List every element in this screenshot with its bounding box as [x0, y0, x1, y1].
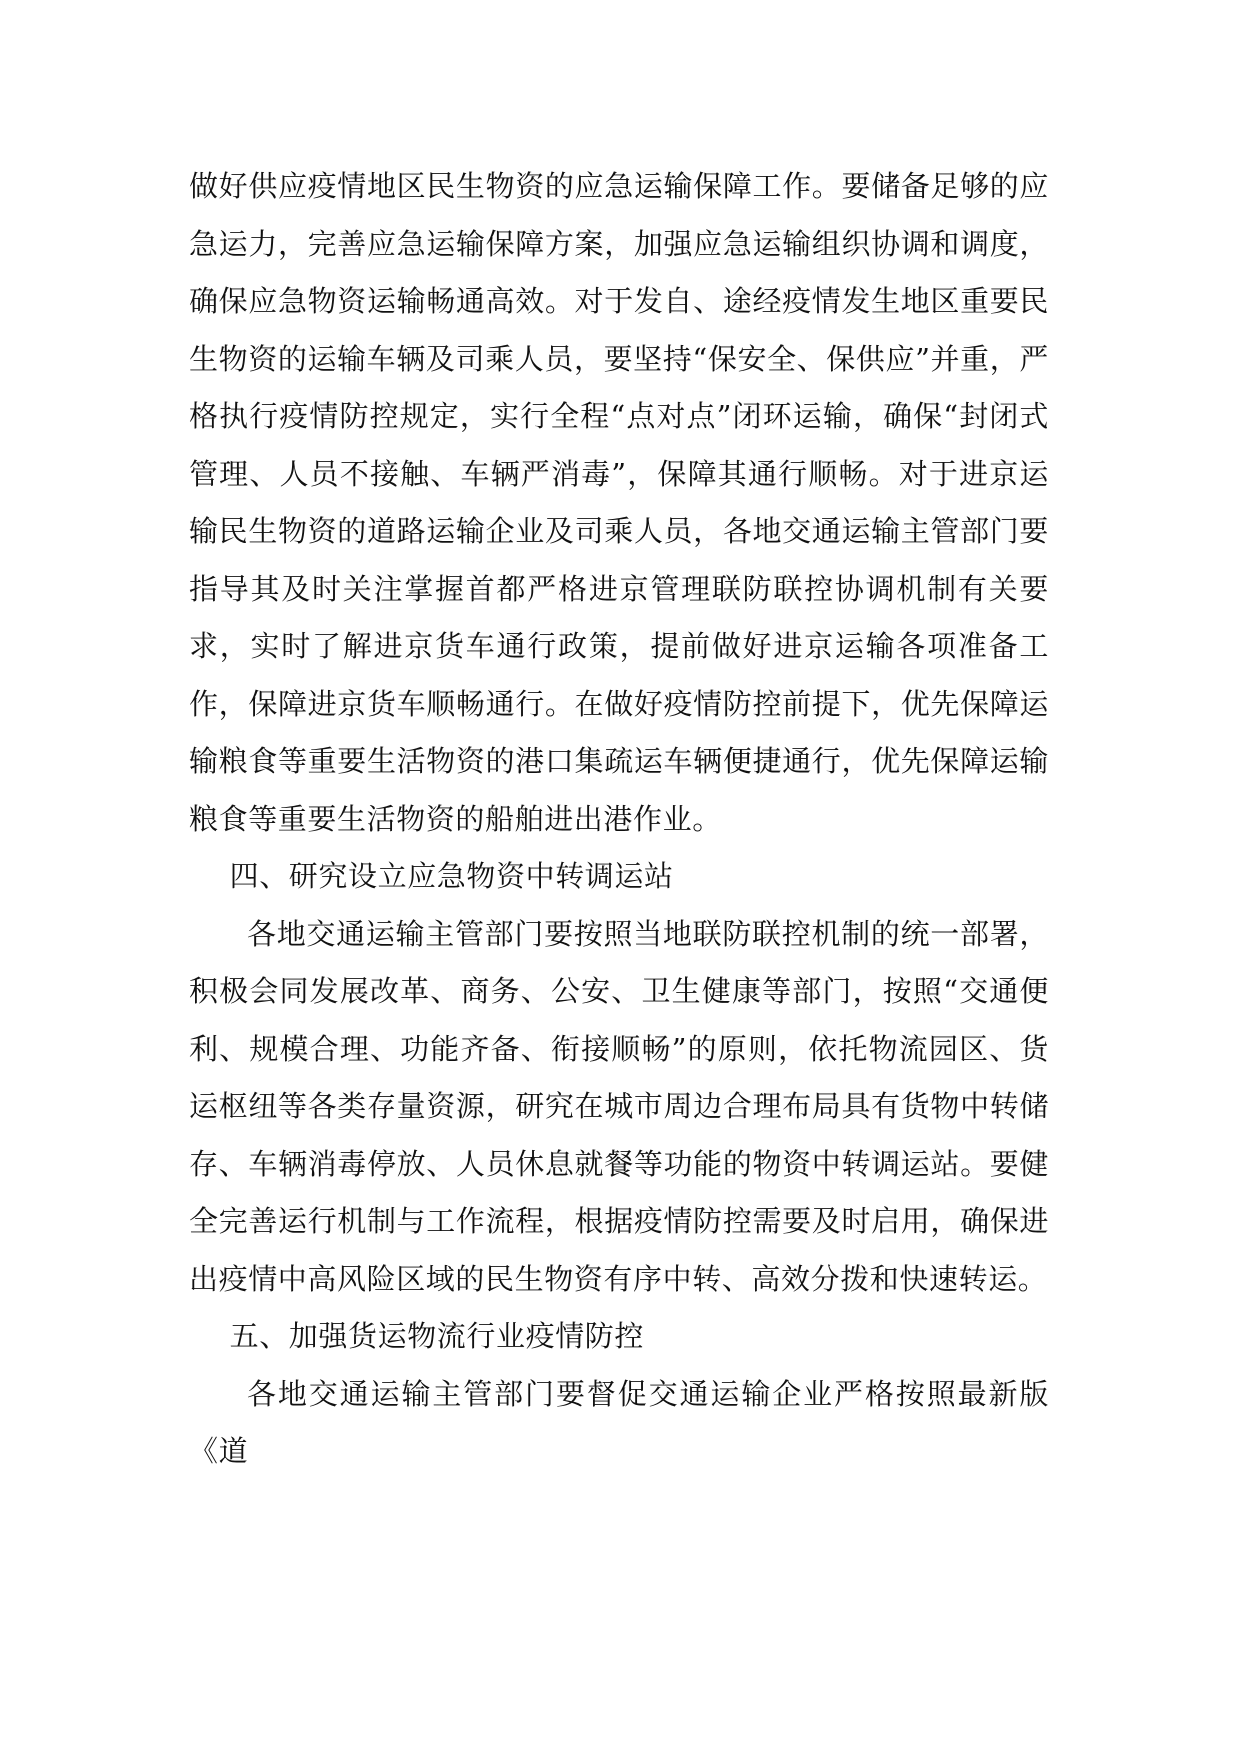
document-body	[189, 158, 1049, 1481]
section-heading-5: 五、加强货运物流行业疫情防控	[229, 1319, 644, 1353]
body-paragraph-section-5: 各地交通运输主管部门要督促交通运输企业严格按照最新版《道	[189, 1376, 1049, 1468]
body-paragraph-section-4: 各地交通运输主管部门要按照当地联防联控机制的统一部署，积极会同发展改革、商务、公安、卫生健康等部门，按照“交通便利、规模合理、功能齐备、衔接顺畅”的原则，依托物流园区、货运枢纽等各类存量资源，研究在城市周边合理布局具有货物中转储存、车辆消毒停放、人员休息就餐等功能的物资中转调运站。要健全完善运行机制与工作流程，根据疫情防控需要及时启用，确保进出疫情中高风险区域的民生物资有序中转、高效分拨和快速转运。	[189, 916, 1049, 1296]
section-heading-4: 四、研究设立应急物资中转调运站	[229, 859, 674, 893]
body-paragraph-continued: 做好供应疫情地区民生物资的应急运输保障工作。要储备足够的应急运力，完善应急运输保障方案，加强应急运输组织协调和调度，确保应急物资运输畅通高效。对于发自、途经疫情发生地区重要民生物资的运输车辆及司乘人员，要坚持“保安全、保供应”并重，严格执行疫情防控规定，实行全程“点对点”闭环运输，确保“封闭式管理、人员不接触、车辆严消毒”，保障其通行顺畅。对于进京运输民生物资的道路运输企业及司乘人员，各地交通运输主管部门要指导其及时关注掌握首都严格进京管理联防联控协调机制有关要求，实时了解进京货车通行政策，提前做好进京运输各项准备工作，保障进京货车顺畅通行。在做好疫情防控前提下，优先保障运输粮食等重要生活物资的港口集疏运车辆便捷通行，优先保障运输粮食等重要生活物资的船舶进出港作业。	[189, 169, 1049, 836]
